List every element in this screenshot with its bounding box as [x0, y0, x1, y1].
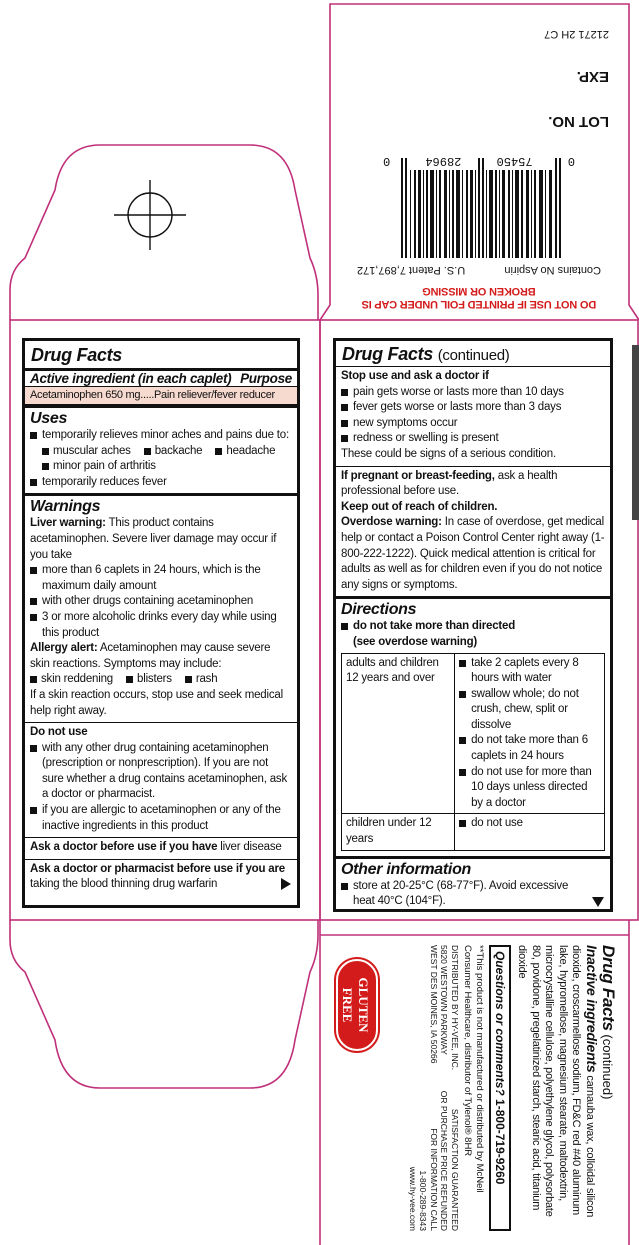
foil-warning-line1: DO NOT USE IF PRINTED FOIL UNDER CAP IS	[361, 298, 597, 310]
dose-item: do not use	[459, 816, 600, 832]
satisfaction-line: OR PURCHASE PRICE REFUNDED	[439, 1090, 450, 1231]
directions-item: do not take more than directed	[341, 619, 605, 635]
overdose-warning-label: Overdose warning:	[341, 516, 442, 529]
barcode-digit-right: 0	[383, 154, 391, 168]
do-not-use-heading: Do not use	[30, 726, 88, 739]
table-row	[342, 653, 605, 814]
directions-age-cell: adults and children 12 years and over	[342, 653, 455, 814]
lot-number-label: LOT NO.	[548, 113, 609, 130]
dose-item: do not take more than 6 caplets in 24 hours	[459, 733, 600, 764]
gluten-label: GLUTEN	[356, 977, 371, 1033]
expiry-label: EXP.	[576, 68, 609, 85]
gluten-free-badge-icon	[336, 959, 378, 1051]
registration-mark-icon	[114, 180, 186, 250]
barcode-bars	[379, 158, 579, 258]
no-aspirin-label: Contains No Aspirin	[504, 264, 601, 276]
inactive-ingredients-heading: Inactive ingredients	[584, 945, 600, 1073]
directions-table	[341, 653, 605, 851]
uses-sub-item: minor pain of arthritis	[42, 459, 156, 475]
liver-warning-item: 3 or more alcoholic drinks every day while using this product	[30, 610, 292, 641]
foil-warning-line2: BROKEN OR MISSING	[422, 285, 536, 297]
allergy-after-text: If a skin reaction occurs, stop use and seek medical help right away.	[30, 688, 283, 717]
drug-facts-left-panel	[22, 338, 300, 908]
allergy-symptom: rash	[185, 672, 218, 688]
stop-use-heading: Stop use and ask a doctor if	[341, 370, 489, 382]
directions-section	[336, 596, 610, 855]
liver-warning-item: with other drugs containing acetaminophen	[30, 594, 292, 610]
ask-pharmacist-label: Ask a doctor or pharmacist before use if you are	[30, 862, 285, 875]
directions-heading: Directions	[341, 601, 417, 619]
ask-doctor-section	[25, 837, 297, 859]
barcode-digit-left: 0	[567, 154, 575, 168]
pregnancy-section	[336, 466, 610, 597]
barcode	[379, 150, 579, 258]
directions-dose-cell	[455, 653, 605, 814]
allergy-symptom: blisters	[126, 672, 172, 688]
drug-facts-title-cont	[342, 344, 509, 364]
other-information-heading: Other information	[341, 860, 472, 878]
satisfaction-line: SATISFACTION GUARANTEED	[450, 1108, 460, 1231]
uses-section	[25, 405, 297, 493]
do-not-use-item: if you are allergic to acetaminophen or any of the inactive ingredients in this product	[30, 803, 292, 834]
active-ingredient-header	[25, 368, 297, 386]
batch-code: 21271 2H C7	[544, 28, 609, 40]
bottom-continued-label: (continued)	[600, 1034, 615, 1100]
distributor-block	[408, 945, 461, 1070]
ask-pharmacist-section	[25, 859, 297, 896]
liver-warning-label: Liver warning:	[30, 517, 106, 530]
stop-use-after: These could be signs of a serious condition.	[341, 447, 556, 460]
disclaimer-text: **This product is not manufactured or distributed by McNeil Consumer Healthcare, distributor of Tylenol® 8HR	[462, 945, 485, 1193]
do-not-use-item: with any other drug containing acetaminophen (prescription or nonprescription). If you are not sure whether a drug contains acetaminophen, ask a doctor or pharmacist.	[30, 741, 292, 803]
warnings-section	[25, 493, 297, 722]
uses-sub-item: backache	[144, 444, 203, 460]
bottom-flap	[320, 937, 622, 1245]
barcode-digits-mid1: 75450	[496, 154, 533, 168]
dose-item: do not use for more than 10 days unless directed by a doctor	[459, 765, 600, 812]
distributor-line: WEST DES MOINES, IA 50266	[429, 945, 439, 1064]
directions-age-cell: children under 12 years	[342, 814, 455, 850]
other-information-item: store at 20-25°C (68-77°F). Avoid excessive heat 40°C (104°F).	[341, 879, 605, 910]
uses-heading: Uses	[30, 410, 68, 427]
drug-facts-title-text: Drug Facts	[342, 344, 434, 364]
questions-phone: 1-800-719-9260	[493, 1099, 507, 1185]
stop-use-item: fever gets worse or lasts more than 3 days	[341, 400, 605, 416]
warnings-heading: Warnings	[30, 498, 101, 516]
distributor-line: 5820 WESTOWN PARKWAY	[439, 945, 450, 1055]
stop-use-section	[336, 366, 610, 466]
liver-warning-text: This product contains acetaminophen. Severe liver damage may occur if you take	[30, 517, 277, 561]
inactive-ingredients-text: carnauba wax, colloidal silicon dioxide, croscarmellose sodium, FD&C red #40 aluminum lake, hypromellose, magnesium stearate, maltodextrin, microcrystalline cellulose, polyethylene glycol, polysorbate 80, povidone, pregelatinized starch, stearic acid, titanium dioxide	[516, 945, 596, 1218]
questions-label: Questions or comments?	[493, 951, 507, 1096]
table-row	[342, 814, 605, 850]
uses-item: temporarily relieves minor aches and pains due to:	[30, 428, 292, 444]
uses-sub-item: headache	[215, 444, 275, 460]
stop-use-item: redness or swelling is present	[341, 431, 605, 447]
continued-label: (continued)	[437, 347, 510, 364]
stop-use-item: new symptoms occur	[341, 416, 605, 432]
website-link: www.hy-vee.com	[408, 1166, 418, 1231]
directions-item-note: (see overdose warning)	[353, 635, 478, 648]
active-ingredient-line: Acetaminophen 650 mg.....Pain reliever/fever reducer	[25, 386, 297, 405]
satisfaction-block	[408, 1091, 461, 1231]
allergy-alert-text: Acetaminophen may cause severe skin reactions. Symptoms may include:	[30, 642, 271, 670]
allergy-alert-label: Allergy alert:	[30, 642, 98, 655]
pregnancy-label: If pregnant or breast-feeding,	[341, 469, 495, 482]
drug-facts-right-panel	[333, 338, 613, 912]
ask-doctor-label: Ask a doctor before use if you have	[30, 841, 218, 854]
bottom-drug-facts-title: Drug Facts	[599, 945, 618, 1031]
allergy-symptom: skin reddening	[30, 672, 113, 688]
other-information-section	[336, 856, 610, 913]
uses-sub-item: muscular aches	[42, 444, 131, 460]
satisfaction-line: 1-800-289-8343	[418, 1170, 429, 1231]
ask-doctor-text: liver disease	[220, 841, 282, 854]
liver-warning-item: more than 6 caplets in 24 hours, which is the maximum daily amount	[30, 563, 292, 594]
active-ingredient-label: Active ingredient (in each caplet)	[30, 371, 232, 386]
patent-label: U.S. Patent 7,897,172	[357, 264, 466, 276]
dose-item: take 2 caplets every 8 hours with water	[459, 656, 600, 687]
overdose-warning-text: In case of overdose, get medical help or contact a Poison Control Center right away (1-800-222-1222). Quick medical attention is critical for adults as well as for children even if you do not notice any signs or symptoms.	[341, 516, 605, 591]
distributor-line: DISTRIBUTED BY HY-VEE, INC.	[450, 945, 460, 1071]
purpose-label: Purpose	[240, 371, 292, 386]
top-flap	[331, 4, 627, 320]
stop-use-item: pain gets worse or lasts more than 10 days	[341, 385, 605, 401]
barcode-digits-mid2: 28964	[425, 154, 462, 168]
keep-out-reach-label: Keep out of reach of children.	[341, 500, 498, 513]
drug-facts-title: Drug Facts	[31, 345, 123, 365]
uses-item: temporarily reduces fever	[30, 475, 292, 491]
continue-down-arrow-icon	[592, 897, 604, 907]
pregnancy-text: ask a health professional before use.	[341, 469, 558, 498]
free-label: FREE	[340, 987, 355, 1023]
satisfaction-line: FOR INFORMATION CALL	[429, 1128, 439, 1231]
dose-item: swallow whole; do not crush, chew, split or dissolve	[459, 687, 600, 734]
continue-arrow-icon	[281, 878, 291, 890]
do-not-use-section	[25, 722, 297, 837]
directions-dose-cell	[455, 814, 605, 850]
ask-pharmacist-text: taking the blood thinning drug warfarin	[30, 878, 218, 891]
